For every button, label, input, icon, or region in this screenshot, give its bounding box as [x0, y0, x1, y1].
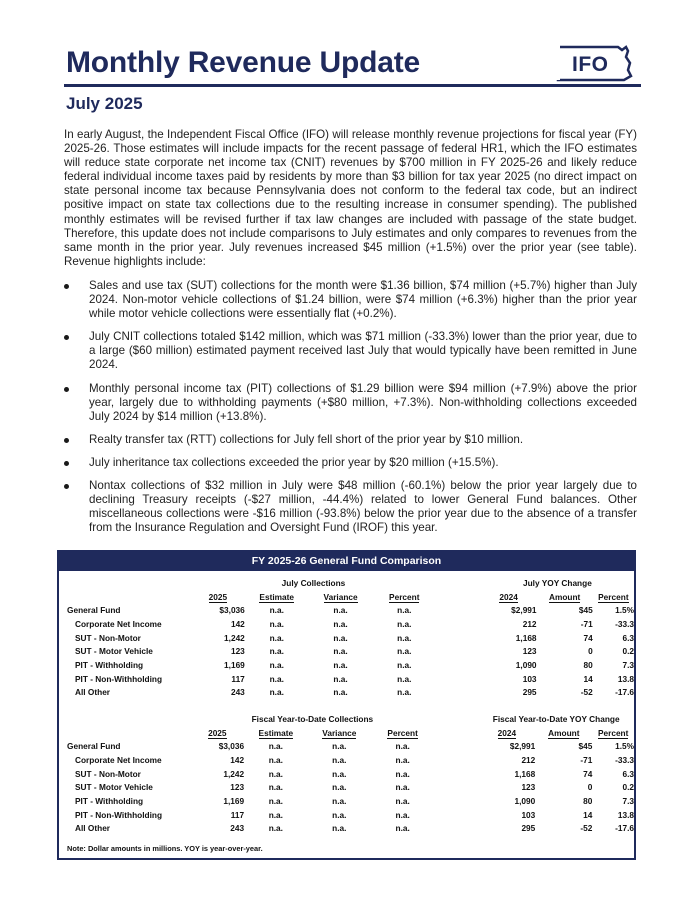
highlights-list: [64, 279, 637, 544]
cell-value: n.a.: [333, 618, 348, 629]
cell-value: 295: [521, 823, 536, 834]
cell-value: 123: [522, 646, 537, 657]
row-label: PIT - Non-Withholding: [75, 809, 163, 820]
column-header-row: [67, 726, 634, 740]
cell-value: n.a.: [397, 687, 412, 698]
cell-value: n.a.: [333, 673, 348, 684]
column-header: Amount: [548, 591, 581, 602]
cell-value: n.a.: [269, 605, 284, 616]
cell-value: n.a.: [332, 782, 347, 793]
cell-value: n.a.: [332, 823, 347, 834]
bullet-icon: [64, 484, 69, 489]
cell-value: n.a.: [332, 741, 347, 752]
bullet-icon: [64, 438, 69, 443]
cell-value: n.a.: [268, 754, 283, 765]
cell-value: n.a.: [395, 795, 410, 806]
cell-value: 1,168: [514, 768, 536, 779]
group-header-row: [67, 712, 634, 726]
cell-value: 1.5%: [615, 741, 634, 752]
cell-value: $3,036: [218, 741, 245, 752]
cell-value: 1,090: [514, 795, 536, 806]
column-header: 2025: [208, 591, 228, 602]
row-label: PIT - Withholding: [75, 659, 144, 670]
bullet-icon: [64, 284, 69, 289]
table-row: [67, 617, 634, 631]
cell-value: 1,169: [223, 795, 245, 806]
cell-value: n.a.: [397, 605, 412, 616]
cell-value: n.a.: [395, 823, 410, 834]
cell-value: 0.2: [622, 646, 634, 657]
cell-value: 6.3: [622, 632, 634, 643]
right-group-title: Fiscal Year-to-Date YOY Change: [492, 713, 620, 724]
list-item: Realty transfer tax (RTT) collections for July fell short of the prior year by $10 million.: [64, 433, 637, 447]
report-date: July 2025: [66, 94, 143, 113]
cell-value: n.a.: [269, 618, 284, 629]
table-row: [67, 644, 634, 658]
cell-value: n.a.: [333, 605, 348, 616]
cell-value: n.a.: [269, 659, 284, 670]
cell-value: n.a.: [333, 632, 348, 643]
cell-value: n.a.: [268, 823, 283, 834]
list-item: Sales and use tax (SUT) collections for the month were $1.36 billion, $74 million (+5.7%) higher than July 2024. Non-motor vehicle collections of $1.24 billion, were $74 million (+6.3%) higher than the prior year while motor vehicle collections were essentially flat (+0.2%).: [64, 279, 637, 321]
cell-value: 1,169: [224, 659, 245, 670]
logo-text: IFO: [572, 53, 609, 76]
cell-value: n.a.: [268, 795, 283, 806]
cell-value: -17.6: [615, 823, 634, 834]
column-header: 2024: [497, 727, 517, 738]
column-header: 2025: [208, 727, 227, 738]
cell-value: $45: [578, 741, 593, 752]
cell-value: n.a.: [332, 795, 347, 806]
right-group-title: July YOY Change: [522, 577, 592, 588]
cell-value: n.a.: [397, 632, 412, 643]
cell-value: n.a.: [269, 646, 284, 657]
row-label: All Other: [75, 687, 111, 698]
cell-value: n.a.: [333, 646, 348, 657]
cell-value: 123: [230, 782, 245, 793]
cell-value: 1,242: [224, 632, 245, 643]
left-group-title: July Collections: [281, 577, 346, 588]
cell-value: 117: [230, 809, 245, 820]
column-header: Amount: [548, 727, 580, 738]
table-row: [67, 822, 634, 836]
cell-value: n.a.: [269, 632, 284, 643]
cell-value: n.a.: [269, 673, 284, 684]
cell-value: -71: [580, 618, 593, 629]
general-fund-comparison-table: [57, 550, 636, 860]
column-header: Estimate: [258, 727, 294, 738]
cell-value: 212: [522, 618, 537, 629]
list-item: July inheritance tax collections exceeded the prior year by $20 million (+15.5%).: [64, 456, 637, 470]
table-row: [67, 753, 634, 767]
table-row: [67, 603, 634, 617]
cell-value: n.a.: [397, 618, 412, 629]
section-table: [67, 712, 634, 835]
column-header: Variance: [322, 727, 357, 738]
row-label: General Fund: [67, 605, 121, 616]
cell-value: 74: [583, 632, 593, 643]
cell-value: 13.8: [617, 809, 634, 820]
cell-value: -17.6: [615, 687, 634, 698]
cell-value: -33.3: [615, 618, 634, 629]
cell-value: 1.5%: [615, 605, 634, 616]
cell-value: n.a.: [268, 782, 283, 793]
cell-value: 142: [230, 754, 245, 765]
cell-value: n.a.: [395, 782, 410, 793]
cell-value: 212: [521, 754, 536, 765]
cell-value: n.a.: [397, 659, 412, 670]
cell-value: -52: [580, 687, 593, 698]
cell-value: 117: [231, 673, 245, 684]
cell-value: -33.3: [615, 754, 634, 765]
table-row: [67, 780, 634, 794]
cell-value: 103: [522, 673, 537, 684]
cell-value: n.a.: [397, 646, 412, 657]
cell-value: 142: [230, 618, 245, 629]
row-label: All Other: [75, 823, 111, 834]
bullet-icon: [64, 335, 69, 340]
cell-value: -71: [580, 754, 593, 765]
table-row: [67, 794, 634, 808]
cell-value: 13.8: [617, 673, 634, 684]
cell-value: n.a.: [269, 687, 284, 698]
cell-value: 1,090: [515, 659, 537, 670]
cell-value: n.a.: [332, 809, 347, 820]
list-item: Nontax collections of $32 million in July were $48 million (-60.1%) below the prior year largely due to declining Treasury receipts (-$27 million, -44.4%) related to lower General Fund balances. Other miscellaneous collections were -$16 million (-93.8%) below the prior year due to the absence of a transfer from the Insurance Regulation and Oversight Fund (IROF) this year.: [64, 479, 637, 535]
table-row: [67, 658, 634, 672]
column-header: Percent: [387, 727, 418, 738]
cell-value: $45: [578, 605, 593, 616]
cell-value: 7.3: [622, 659, 634, 670]
column-header: Percent: [597, 727, 629, 738]
row-label: General Fund: [67, 741, 121, 752]
table-row: [67, 808, 634, 822]
cell-value: $2,991: [509, 741, 536, 752]
column-header: Percent: [598, 591, 629, 602]
row-label: SUT - Motor Vehicle: [75, 646, 153, 657]
table-row: [67, 686, 634, 700]
table-title: FY 2025-26 General Fund Comparison: [59, 552, 634, 571]
cell-value: 0: [588, 646, 593, 657]
cell-value: n.a.: [268, 768, 283, 779]
cell-value: n.a.: [268, 741, 283, 752]
cell-value: 243: [230, 823, 245, 834]
cell-value: 0: [587, 782, 593, 793]
cell-value: -52: [580, 823, 593, 834]
cell-value: 1,242: [223, 768, 245, 779]
row-label: Corporate Net Income: [75, 618, 162, 629]
cell-value: 0.2: [622, 782, 634, 793]
cell-value: n.a.: [395, 754, 410, 765]
cell-value: n.a.: [395, 768, 410, 779]
cell-value: 80: [583, 795, 593, 806]
page-title: Monthly Revenue Update: [66, 46, 420, 79]
row-label: PIT - Non-Withholding: [75, 673, 163, 684]
left-group-title: Fiscal Year-to-Date Collections: [251, 713, 374, 724]
column-header: 2024: [499, 591, 518, 602]
table-row: [67, 767, 634, 781]
table-note: Note: Dollar amounts in millions. YOY is year-over-year.: [67, 844, 263, 853]
cell-value: n.a.: [268, 809, 283, 820]
list-item: July CNIT collections totaled $142 million, which was $71 million (-33.3%) lower than the prior year, due to a large ($60 million) estimated payment received last July that would typically have been remitted in June 2024.: [64, 330, 637, 372]
cell-value: 1,168: [515, 632, 537, 643]
bullet-icon: [64, 461, 69, 466]
section-table: [67, 576, 634, 699]
cell-value: $3,036: [219, 605, 245, 616]
cell-value: 295: [522, 687, 537, 698]
cell-value: 6.3: [622, 768, 634, 779]
title-divider: [64, 84, 641, 87]
intro-paragraph: In early August, the Independent Fiscal Office (IFO) will release monthly revenue projections for fiscal year (FY) 2025-26. Those estimates will include impacts for the recent passage of federal HR1, which the IFO estimates will reduce state corporate net income tax (CNIT) revenues by $700 million in FY 2025-26 and likely reduce federal individual income taxes paid by residents by more than $3 billion for tax year 2025 (no direct impact on state personal income tax because Pennsylvania does not conform to the federal tax code, but an indirect positive impact on state tax collections due to the resulting increase in consumer spending). The published monthly estimates will be revised further if tax law changes are included with passage of the state budget. Therefore, this update does not include comparisons to July estimates and only compares to revenues from the same month in the prior year. July revenues increased $45 million (+1.5%) over the prior year (see table). Revenue highlights include:: [64, 128, 637, 268]
row-label: SUT - Non-Motor: [75, 768, 141, 779]
cell-value: 14: [583, 673, 593, 684]
cell-value: 7.3: [622, 795, 634, 806]
cell-value: 74: [583, 768, 593, 779]
cell-value: n.a.: [333, 659, 348, 670]
cell-value: 80: [583, 659, 593, 670]
cell-value: 14: [583, 809, 593, 820]
cell-value: 243: [230, 687, 245, 698]
row-label: SUT - Motor Vehicle: [75, 782, 153, 793]
bullet-icon: [64, 387, 69, 392]
cell-value: n.a.: [395, 809, 410, 820]
cell-value: n.a.: [397, 673, 412, 684]
cell-value: $2,991: [511, 605, 537, 616]
table-row: [67, 631, 634, 645]
list-item: Monthly personal income tax (PIT) collections of $1.29 billion were $94 million (+7.9%) above the prior year, largely due to withholding payments (+$80 million, +7.3%). Non-withholding collections exceeded July 2024 by $14 million (+13.8%).: [64, 382, 637, 424]
row-label: Corporate Net Income: [75, 754, 162, 765]
cell-value: 123: [230, 646, 245, 657]
column-header: Percent: [389, 591, 420, 602]
cell-value: 123: [521, 782, 536, 793]
cell-value: n.a.: [333, 687, 348, 698]
group-header-row: [67, 576, 634, 590]
row-label: SUT - Non-Motor: [75, 632, 141, 643]
row-label: PIT - Withholding: [75, 795, 144, 806]
cell-value: n.a.: [332, 768, 347, 779]
cell-value: n.a.: [332, 754, 347, 765]
column-header: Variance: [323, 591, 358, 602]
cell-value: n.a.: [395, 741, 410, 752]
table-row: [67, 672, 634, 686]
column-header-row: [67, 590, 634, 604]
column-header: Estimate: [259, 591, 295, 602]
table-row: [67, 739, 634, 753]
cell-value: 103: [521, 809, 536, 820]
